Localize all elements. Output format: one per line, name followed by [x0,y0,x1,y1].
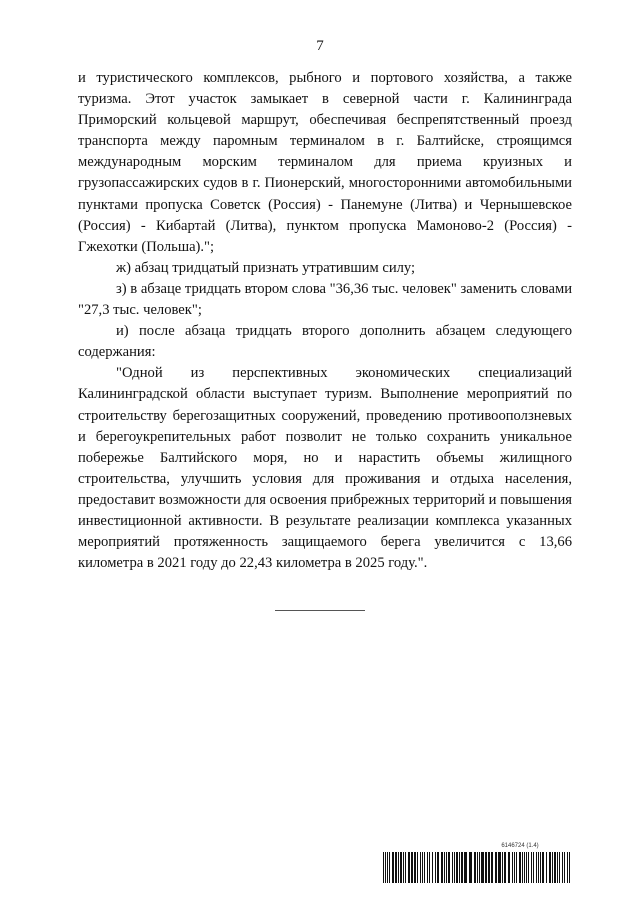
document-body [78,68,572,574]
paragraph-3: з) в абзаце тридцать втором слова "36,36 тыс. человек" заменить словами "27,3 тыс. человек"; [78,280,572,319]
document-code: 6146724 (1.4) [501,843,539,849]
paragraph-2: ж) абзац тридцатый признать утратившим силу; [116,259,416,276]
paragraph-1: и туристического комплексов, рыбного и портового хозяйства, а также туризма. Этот участок замыкает в северной части г. Калининграда Приморский кольцевой маршрут, обеспечивая беспрепятственный проезд транспорта между паромным терминалом в г. Балтийске, строящимся международным морским терминалом для приема круизных и грузопассажирских судов в г. Пионерский, многосторонними автомобильными пунктами пропуска Советск (Россия) - Панемуне (Литва) и Чернышевское (Россия) - Кибартай (Литва), пунктом пропуска Мамоново-2 (Россия) - Гжехотки (Польша)."; [78,70,572,255]
paragraph-4: и) после абзаца тридцать второго дополнить абзацем следующего содержания: [78,323,572,361]
paragraph-5: "Одной из перспективных экономических специализаций Калининградской области выступает туризм. Выполнение мероприятий по строительству берегозащитных сооружений, проведению противооползневых и берегоукрепительных работ позволит не только сохранить уникальное побережье Балтийского моря, но и нарастить объемы жилищного строительства, улучшить условия для проживания и отдыха населения, предоставит возможности для освоения прибрежных территорий и повышения инвестиционной активности. В результате реализации комплекса указанных мероприятий протяженность защищаемого берега увеличится с 13,66 километра в 2021 году до 22,43 километра в 2025 году.". [78,365,572,572]
barcode-icon [383,852,571,883]
end-separator-line [275,610,365,611]
page-number: 7 [316,38,324,54]
